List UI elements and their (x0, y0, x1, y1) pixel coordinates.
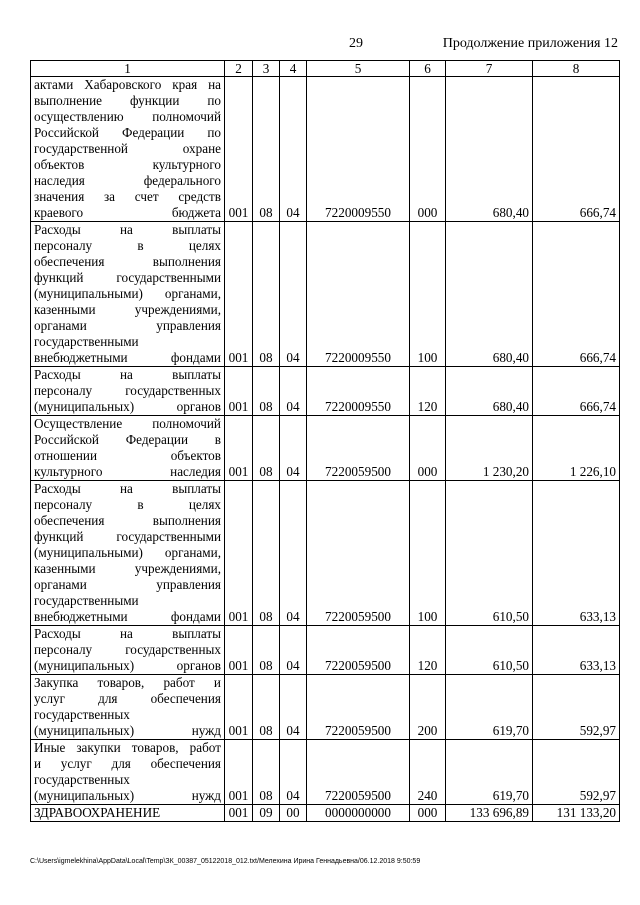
description-line: (муниципальных) органов (34, 399, 221, 414)
row-description (31, 367, 225, 416)
code-target: 7220009550 (307, 77, 410, 222)
column-header: 2 (225, 61, 253, 77)
column-header: 4 (280, 61, 307, 77)
description-line: государственных (34, 707, 130, 722)
table-row (31, 416, 620, 481)
description-line: Российской Федерации в (34, 432, 221, 447)
code-expense-type: 240 (410, 740, 446, 805)
column-header: 3 (253, 61, 280, 77)
amount-actual: 592,97 (533, 675, 620, 740)
amount-plan: 619,70 (446, 740, 533, 805)
file-path-footer: C:\Users\igmelekhina\AppData\Local\Temp\ЗК_00387_05122018_012.txt/Мелехина Ирина Геннадьевна/06.12.2018 9:50:59 (30, 858, 421, 865)
description-line: значения за счет средств (34, 189, 221, 204)
description-line: (муниципальными) органами, (34, 286, 221, 301)
column-header: 7 (446, 61, 533, 77)
description-line: услуг для обеспечения (34, 691, 221, 706)
amount-plan: 610,50 (446, 626, 533, 675)
code-target: 7220059500 (307, 481, 410, 626)
description-line: Осуществление полномочий (34, 416, 221, 431)
description-line: государственной охране (34, 141, 221, 156)
amount-plan: 610,50 (446, 481, 533, 626)
amount-actual: 633,13 (533, 626, 620, 675)
description-line: ЗДРАВООХРАНЕНИЕ (34, 805, 161, 820)
table-header-row (31, 61, 620, 77)
table-body (31, 77, 620, 822)
description-line: казенными учреждениями, (34, 561, 221, 576)
code-expense-type: 000 (410, 416, 446, 481)
amount-plan: 680,40 (446, 367, 533, 416)
code-section: 08 (253, 222, 280, 367)
page-number: 29 (349, 36, 363, 51)
description-line: персоналу государственных (34, 642, 221, 657)
code-target: 7220009550 (307, 222, 410, 367)
description-line: культурного наследия (34, 464, 221, 479)
description-line: Расходы на выплаты (34, 222, 221, 237)
description-line: внебюджетными фондами (34, 609, 221, 624)
code-admin: 001 (225, 481, 253, 626)
description-line: Иные закупки товаров, работ (34, 740, 221, 755)
description-line: органами управления (34, 577, 221, 592)
code-section: 08 (253, 416, 280, 481)
table-row (31, 367, 620, 416)
code-expense-type: 120 (410, 626, 446, 675)
appendix-label: Продолжение приложения 12 (442, 36, 618, 51)
table-row (31, 77, 620, 222)
code-target: 7220059500 (307, 416, 410, 481)
amount-plan: 680,40 (446, 77, 533, 222)
code-subsection: 04 (280, 481, 307, 626)
code-target: 0000000000 (307, 805, 410, 822)
description-line: Расходы на выплаты (34, 626, 221, 641)
amount-plan: 1 230,20 (446, 416, 533, 481)
description-line: обеспечения выполнения (34, 513, 221, 528)
code-expense-type: 200 (410, 675, 446, 740)
code-subsection: 04 (280, 367, 307, 416)
code-subsection: 04 (280, 416, 307, 481)
description-line: выполнение функции по (34, 93, 221, 108)
column-header: 6 (410, 61, 446, 77)
row-description (31, 675, 225, 740)
budget-table (30, 60, 620, 822)
table-row (31, 626, 620, 675)
row-description (31, 416, 225, 481)
row-description (31, 481, 225, 626)
row-description (31, 77, 225, 222)
code-target: 7220009550 (307, 367, 410, 416)
code-subsection: 00 (280, 805, 307, 822)
amount-plan: 619,70 (446, 675, 533, 740)
code-admin: 001 (225, 77, 253, 222)
description-line: функций государственными (34, 270, 221, 285)
row-description (31, 740, 225, 805)
description-line: (муниципальных) органов (34, 658, 221, 673)
code-section: 08 (253, 367, 280, 416)
amount-actual: 666,74 (533, 222, 620, 367)
code-expense-type: 000 (410, 805, 446, 822)
code-target: 7220059500 (307, 740, 410, 805)
code-expense-type: 100 (410, 481, 446, 626)
table-row (31, 675, 620, 740)
amount-actual: 666,74 (533, 367, 620, 416)
code-admin: 001 (225, 740, 253, 805)
description-line: актами Хабаровского края на (34, 77, 221, 92)
description-line: наследия федерального (34, 173, 221, 188)
description-line: и услуг для обеспечения (34, 756, 221, 771)
description-line: отношении объектов (34, 448, 221, 463)
code-section: 08 (253, 626, 280, 675)
description-line: (муниципальных) нужд (34, 723, 221, 738)
code-section: 08 (253, 675, 280, 740)
table-row (31, 740, 620, 805)
code-section: 08 (253, 740, 280, 805)
code-admin: 001 (225, 626, 253, 675)
column-header: 8 (533, 61, 620, 77)
code-expense-type: 120 (410, 367, 446, 416)
table-row (31, 481, 620, 626)
row-description (31, 222, 225, 367)
description-line: обеспечения выполнения (34, 254, 221, 269)
description-line: государственных (34, 772, 130, 787)
description-line: государственными (34, 334, 139, 349)
code-subsection: 04 (280, 675, 307, 740)
code-expense-type: 100 (410, 222, 446, 367)
code-target: 7220059500 (307, 675, 410, 740)
code-section: 08 (253, 481, 280, 626)
code-admin: 001 (225, 367, 253, 416)
description-line: казенными учреждениями, (34, 302, 221, 317)
description-line: органами управления (34, 318, 221, 333)
code-admin: 001 (225, 222, 253, 367)
description-line: (муниципальных) нужд (34, 788, 221, 803)
code-subsection: 04 (280, 626, 307, 675)
code-section: 09 (253, 805, 280, 822)
table-row (31, 222, 620, 367)
description-line: функций государственными (34, 529, 221, 544)
description-line: (муниципальными) органами, (34, 545, 221, 560)
description-line: осуществлению полномочий (34, 109, 221, 124)
code-expense-type: 000 (410, 77, 446, 222)
description-line: внебюджетными фондами (34, 350, 221, 365)
amount-actual: 633,13 (533, 481, 620, 626)
amount-actual: 1 226,10 (533, 416, 620, 481)
row-description (31, 626, 225, 675)
amount-actual: 666,74 (533, 77, 620, 222)
code-admin: 001 (225, 805, 253, 822)
description-line: персоналу в целях (34, 238, 221, 253)
code-subsection: 04 (280, 740, 307, 805)
amount-plan: 133 696,89 (446, 805, 533, 822)
code-subsection: 04 (280, 222, 307, 367)
description-line: государственными (34, 593, 139, 608)
amount-plan: 680,40 (446, 222, 533, 367)
description-line: персоналу государственных (34, 383, 221, 398)
code-target: 7220059500 (307, 626, 410, 675)
column-header: 5 (307, 61, 410, 77)
code-section: 08 (253, 77, 280, 222)
description-line: Расходы на выплаты (34, 367, 221, 382)
description-line: Расходы на выплаты (34, 481, 221, 496)
description-line: объектов культурного (34, 157, 221, 172)
description-line: краевого бюджета (34, 205, 221, 220)
description-line: Закупка товаров, работ и (34, 675, 221, 690)
row-description (31, 805, 225, 822)
amount-actual: 592,97 (533, 740, 620, 805)
column-header: 1 (31, 61, 225, 77)
description-line: персоналу в целях (34, 497, 221, 512)
table-row (31, 805, 620, 822)
code-subsection: 04 (280, 77, 307, 222)
amount-actual: 131 133,20 (533, 805, 620, 822)
code-admin: 001 (225, 416, 253, 481)
description-line: Российской Федерации по (34, 125, 221, 140)
code-admin: 001 (225, 675, 253, 740)
